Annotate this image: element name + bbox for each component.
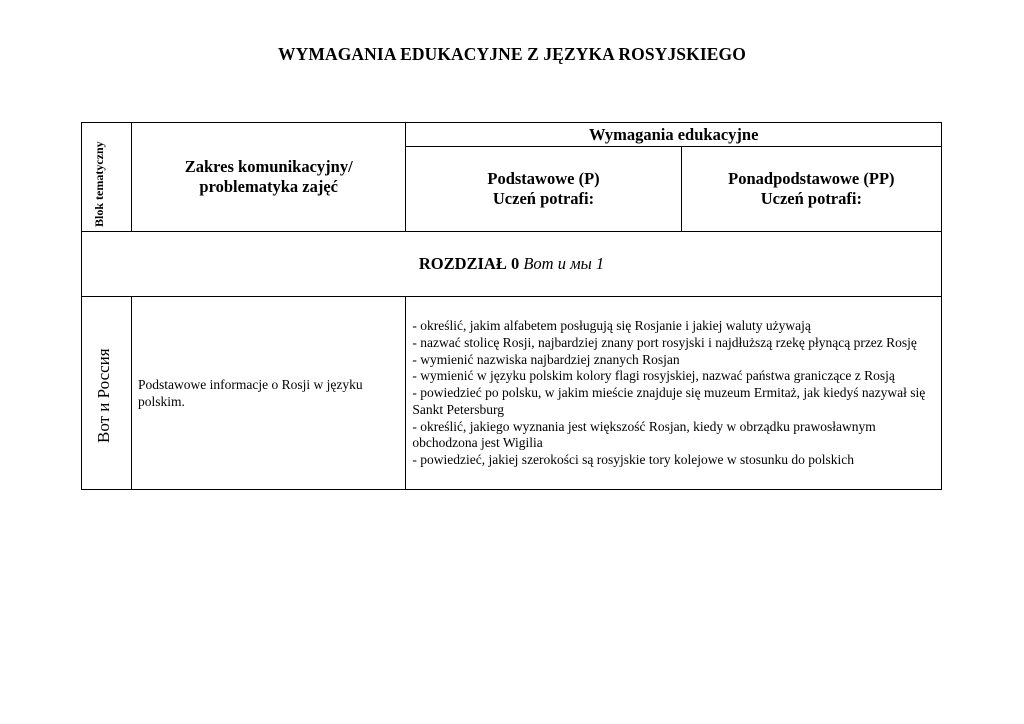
header-zakres-line2: problematyka zajęć <box>199 177 338 196</box>
header-wymagania: Wymagania edukacyjne <box>406 123 942 147</box>
header-ponad-line2: Uczeń potrafi: <box>760 189 862 208</box>
header-ponadpodstawowe <box>681 147 941 232</box>
list-item: - określić, jakim alfabetem posługują się Rosjanie i jakiej waluty używają <box>412 317 811 333</box>
row-requirements-cell <box>406 297 942 490</box>
header-blok-tematyczny <box>82 123 132 232</box>
header-blok-label: Blok tematyczny <box>92 141 106 227</box>
row-zakres-cell <box>132 297 406 490</box>
list-item: - powiedzieć po polsku, w jakim mieście znajduje się muzeum Ermitaż, jak kiedyś nazywał się Sankt Petersburg <box>412 385 926 417</box>
section-label-italic: Вот и мы 1 <box>523 254 605 273</box>
requirements-table <box>81 122 942 490</box>
list-item: - nazwać stolicę Rosji, najbardziej znany port rosyjski i najdłuższą rzekę płynącą przez Rosję <box>412 334 917 350</box>
header-podstawowe-line1: Podstawowe (P) <box>487 169 600 188</box>
header-zakres <box>132 123 406 232</box>
header-zakres-line1: Zakres komunikacyjny/ <box>184 157 353 176</box>
list-item: - powiedzieć, jakiej szerokości są rosyjskie tory kolejowe w stosunku do polskich <box>412 452 855 468</box>
table-row <box>82 297 942 490</box>
row-zakres-text: Podstawowe informacje o Rosji w języku polskim. <box>138 376 363 409</box>
list-item: - określić, jakiego wyznania jest większość Rosjan, kiedy w obrządku prawosławnym obchodzona jest Wigilia <box>412 418 876 451</box>
row-blok-label: Вот и Россия <box>94 348 113 443</box>
list-item: - wymienić w języku polskim kolory flagi rosyjskiej, nazwać państwa graniczące z Rosją <box>412 368 895 384</box>
header-podstawowe <box>406 147 681 232</box>
row-blok-cell <box>82 297 132 490</box>
requirements-list <box>406 317 941 469</box>
section-heading <box>82 232 942 297</box>
section-label-bold: ROZDZIAŁ 0 <box>418 254 520 273</box>
list-item: - wymienić nazwiska najbardziej znanych Rosjan <box>412 351 680 367</box>
header-podstawowe-line2: Uczeń potrafi: <box>492 189 595 208</box>
document-title: WYMAGANIA EDUKACYJNE Z JĘZYKA ROSYJSKIEGO <box>278 44 746 64</box>
header-ponad-line1: Ponadpodstawowe (PP) <box>728 169 895 188</box>
section-row <box>82 232 942 297</box>
